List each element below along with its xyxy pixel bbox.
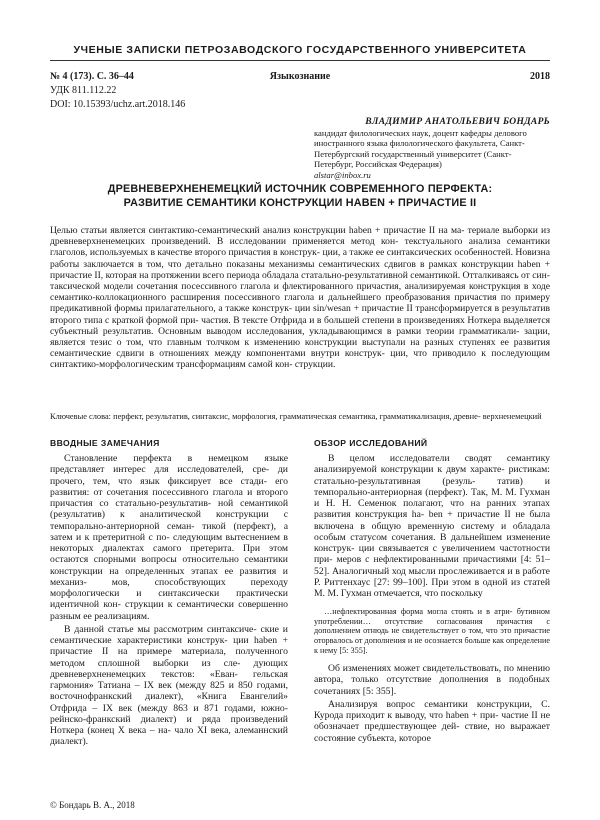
doi: DOI: 10.15393/uchz.art.2018.146: [50, 99, 186, 110]
publication-year: 2018: [530, 71, 550, 82]
issue-number: № 4 (173). С. 36–44: [50, 71, 134, 82]
paragraph: Об изменениях может свидетельствовать, по мнению автора, только отсутствие дополнения в подобных сочетаниях [5: 355].: [314, 663, 550, 697]
title-line: ДРЕВНЕВЕРХНЕНЕМЕЦКИЙ ИСТОЧНИК СОВРЕМЕННОГО ПЕРФЕКТА:: [107, 183, 493, 195]
author-affiliation: [314, 128, 550, 180]
right-column-text: [314, 453, 550, 744]
affiliation-line: Петербург, Российская Федерация): [314, 159, 442, 170]
journal-name: УЧЕНЫЕ ЗАПИСКИ ПЕТРОЗАВОДСКОГО ГОСУДАРСТВЕННОГО УНИВЕРСИТЕТА: [73, 44, 527, 56]
udk-code: УДК 811.112.22: [50, 85, 117, 96]
quote-text: …нефлектированная форма могла стоять и в атри- бутивном употреблении… отсутствие согласования причастия с дополнением отнюдь не свидетельствует о том, что это причастие оторвалось от дополнения и не осознается больше как определение к нему [5: 355].: [314, 607, 551, 655]
author-email[interactable]: alstar@inbox.ru: [314, 169, 371, 180]
section-heading-intro: ВВОДНЫЕ ЗАМЕЧАНИЯ: [50, 438, 160, 448]
keywords: Ключевые слова: перфект, результатив, синтаксис, морфология, грамматическая семантика, грамматикализация, древне- верхненемецкий: [50, 412, 542, 421]
paragraph: В целом исследователи сводят семантику анализируемой конструкции к двум характе- ристикам: статально-результативная (резуль- татив) и темпорально-антериорная (перфект). Так, М. М. Гухман и Н. Н. Семенюк полагают, что на ранних этапах развития конструкция ha- ben + причастие II не была включена в общую временную систему и обладала особым статусом сочетания. В дальнейшем изменение конструк- ции связывается с увеличением частотности при- меров с нефлектированными причастиями [4: 51–52]. Аналогичный ход мысли прослеживается и в работе Р. Риттенхаус [27: 99–100]. При этом в одной из статей М. М. Гухман отмечается, что поскольку: [314, 453, 551, 599]
article-title: [50, 182, 550, 210]
copyright-notice: © Бондарь В. А., 2018: [50, 800, 135, 810]
abstract: Целью статьи является синтактико-семантический анализ конструкции haben + причастие II на ма- териале выборки из древневерхненемецких произведений. В исследовании применяется метод кон- текстуального анализа семантики глаголов, используемых в качестве второго причастия в конструк- ции, а также ее синтаксических особенностей. Новизна работы заключается в том, что детально показаны механизмы семантических сдвигов в рамках конструкции haben + причастие II, которая на протяжении всего периода обладала статально-результативной семантикой. Отталкиваясь от син- таксической модели сочетания посессивного глагола и флектированного причастия, анализируемая конструкция в ходе семантико-коллокационного расширения посессивного глагола и дальнейшего преобразования причастия по примеру предикативной формы прилагательного, а также конструк- ции sin/wesan + причастие II трансформируется в результатив второго типа с краткой формой при- частия. В тексте Отфрида и в большей степени в произведениях Ноткера выделяется субъектный результатив. Основным выводом исследования, укладывающимся в рамки теории грамматикали- зации, является тезис о том, что главным толчком к изменению конструкции выступали на разных ступенях ее развития семантические сдвиги в отношениях между компонентами внутри конструк- ции, что приводило к последующим синтактико-морфологическим трансформациям самой кон- струкции.: [50, 225, 551, 371]
left-column-text: [50, 453, 288, 748]
paragraph: В данной статье мы рассмотрим синтаксиче- ские и семантические характеристики конструк- ции haben + причастие II на примере материала, полученного методом сплошной выборки из сле- дующих древневерхненемецких текстов: «Еван- гельская гармония» Татиана – IX век (между 825 и 850 годами, восточнофранкский диалект), «Книга Евангелий» Отфрида – IX век (между 863 и 871 годами, южно-рейнско-франкский диалект) и ряда произведений Ноткера (конец X века – на- чало XI века, алеманнский диалект).: [50, 623, 289, 748]
paragraph: Становление перфекта в немецком языке представляет интерес для исследователей, сре- ди прочего, тем, что язык фиксирует все стади- его развития: от сочетания посессивного глагола и второго причастия со статально-результатив- ной семантикой (результатив) к аналитической конструкции с темпорально-антериорной семан- тикой (перфект), а затем и к претеритной с по- следующим вытеснением в некоторых диалектах самого претерита. При этом остаются спорными вопросы относительно семантики конструкции на определенных этапах ее развития и механиз- мов, способствующих переходу морфологически и синтаксически практически идентичной кон- струкции к семантически совершенно разным ее реализациям.: [50, 453, 289, 622]
header-rule: [50, 60, 550, 61]
section-heading-review: ОБЗОР ИССЛЕДОВАНИЙ: [314, 438, 428, 448]
title-line: РАЗВИТИЕ СЕМАНТИКИ КОНСТРУКЦИИ HABEN + ПРИЧАСТИЕ II: [123, 197, 477, 209]
block-quote: [314, 607, 550, 655]
paragraph: Анализируя вопрос семантики конструкции, С. Курода приходит к выводу, что haben + при- частие II не обозначает предшествующее дей- ствие, но выражает состояние субъекта, которое: [314, 698, 551, 744]
section-name: Языкознание: [269, 71, 331, 82]
author-name: ВЛАДИМИР АНАТОЛЬЕВИЧ БОНДАРЬ: [365, 117, 550, 127]
affiliation-line: Петербургский государственный университет (Санкт-: [314, 148, 512, 159]
affiliation-line: иностранного языка филологического факультета, Санкт-: [314, 138, 525, 149]
affiliation-line: кандидат филологических наук, доцент кафедры делового: [314, 128, 527, 138]
